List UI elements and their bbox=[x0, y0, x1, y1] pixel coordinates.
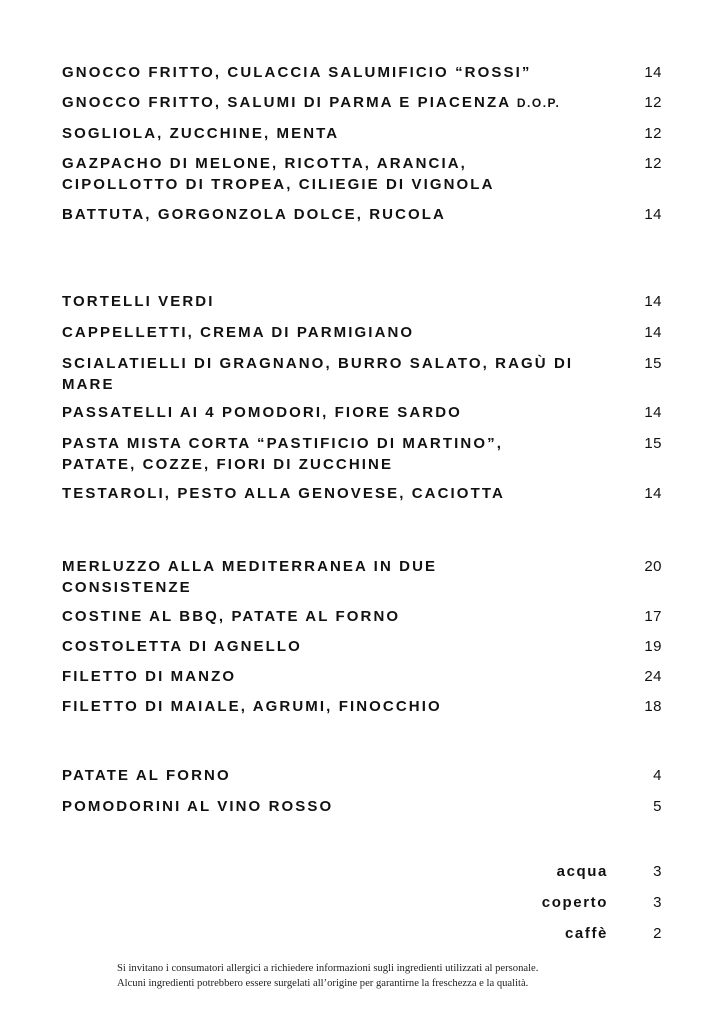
extra-price: 3 bbox=[653, 894, 662, 911]
dish-name-wrap bbox=[62, 92, 617, 114]
dish-name: MERLUZZO ALLA MEDITERRANEA IN DUE CONSISTENZE bbox=[62, 558, 438, 596]
dish-name: COSTOLETTA DI AGNELLO bbox=[62, 638, 302, 655]
dish-price: 24 bbox=[644, 668, 662, 685]
dish-price: 4 bbox=[653, 767, 662, 784]
dish-price: 5 bbox=[653, 798, 662, 815]
dish-name: GNOCCO FRITTO, SALUMI DI PARMA E PIACENZA bbox=[62, 94, 511, 111]
dish-price: 14 bbox=[644, 206, 662, 223]
menu-item bbox=[62, 765, 662, 786]
menu-item bbox=[62, 62, 662, 83]
dish-name: CAPPELLETTI, CREMA DI PARMIGIANO bbox=[62, 324, 415, 341]
menu-item bbox=[62, 153, 662, 195]
menu-item bbox=[62, 92, 662, 114]
extra-label: acqua bbox=[556, 863, 608, 880]
dish-price: 17 bbox=[644, 608, 662, 625]
dish-name: TESTAROLI, PESTO ALLA GENOVESE, CACIOTTA bbox=[62, 485, 505, 502]
note-line: Si invitano i consumatori allergici a richiedere informazioni sugli ingredienti utilizzati al personale. bbox=[117, 963, 539, 974]
dish-price: 12 bbox=[644, 94, 662, 111]
menu-item bbox=[62, 666, 662, 687]
dish-price: 14 bbox=[644, 293, 662, 310]
dish-price: 19 bbox=[644, 638, 662, 655]
menu-item bbox=[62, 483, 662, 504]
menu-item bbox=[62, 556, 662, 598]
menu-item bbox=[62, 322, 662, 343]
dish-name: PATATE AL FORNO bbox=[62, 767, 231, 784]
dish-price: 15 bbox=[644, 435, 662, 452]
dish-price: 14 bbox=[644, 324, 662, 341]
extra-price: 3 bbox=[653, 863, 662, 880]
dish-name: BATTUTA, GORGONZOLA DOLCE, RUCOLA bbox=[62, 206, 446, 223]
extra-item bbox=[400, 925, 662, 946]
dish-name: GAZPACHO DI MELONE, RICOTTA, ARANCIA, CIPOLLOTTO DI TROPEA, CILIEGIE DI VIGNOLA bbox=[62, 155, 495, 193]
menu-item bbox=[62, 636, 662, 657]
dish-name: FILETTO DI MANZO bbox=[62, 668, 237, 685]
dish-price: 18 bbox=[644, 698, 662, 715]
dish-name: TORTELLI VERDI bbox=[62, 293, 215, 310]
menu-item bbox=[62, 402, 662, 423]
allergen-notes bbox=[117, 961, 617, 991]
dish-name: SCIALATIELLI DI GRAGNANO, BURRO SALATO, RAGÙ DI MARE bbox=[62, 355, 574, 393]
note-line: Alcuni ingredienti potrebbero essere surgelati all’origine per garantirne la freschezza e la qualità. bbox=[117, 978, 529, 989]
dish-price: 14 bbox=[644, 404, 662, 421]
extra-label: caffè bbox=[564, 925, 608, 942]
dish-price: 14 bbox=[644, 64, 662, 81]
dish-price: 14 bbox=[644, 485, 662, 502]
menu-item bbox=[62, 433, 662, 475]
dish-price: 15 bbox=[644, 355, 662, 372]
menu-item bbox=[62, 123, 662, 144]
dish-name: PASTA MISTA CORTA “PASTIFICIO DI MARTINO”, PATATE, COZZE, FIORI DI ZUCCHINE bbox=[62, 435, 503, 473]
dish-name: COSTINE AL BBQ, PATATE AL FORNO bbox=[62, 608, 401, 625]
dish-name: SOGLIOLA, ZUCCHINE, MENTA bbox=[62, 125, 340, 142]
menu-item bbox=[62, 291, 662, 312]
menu-item bbox=[62, 353, 662, 395]
dish-name: PASSATELLI AI 4 POMODORI, FIORE SARDO bbox=[62, 404, 462, 421]
menu-item bbox=[62, 796, 662, 817]
extra-item bbox=[400, 894, 662, 915]
dish-price: 20 bbox=[644, 558, 662, 575]
dish-name: GNOCCO FRITTO, CULACCIA SALUMIFICIO “ROSSI” bbox=[62, 64, 532, 81]
extra-label: coperto bbox=[541, 894, 608, 911]
dish-price: 12 bbox=[644, 125, 662, 142]
extra-price: 2 bbox=[653, 925, 662, 942]
menu-item bbox=[62, 606, 662, 627]
dop-label: D.O.P. bbox=[516, 96, 561, 110]
dish-price: 12 bbox=[644, 155, 662, 172]
extra-item bbox=[400, 863, 662, 884]
menu-item bbox=[62, 696, 662, 717]
dish-name: POMODORINI AL VINO ROSSO bbox=[62, 798, 334, 815]
dish-name: FILETTO DI MAIALE, AGRUMI, FINOCCHIO bbox=[62, 698, 442, 715]
menu-item bbox=[62, 204, 662, 225]
